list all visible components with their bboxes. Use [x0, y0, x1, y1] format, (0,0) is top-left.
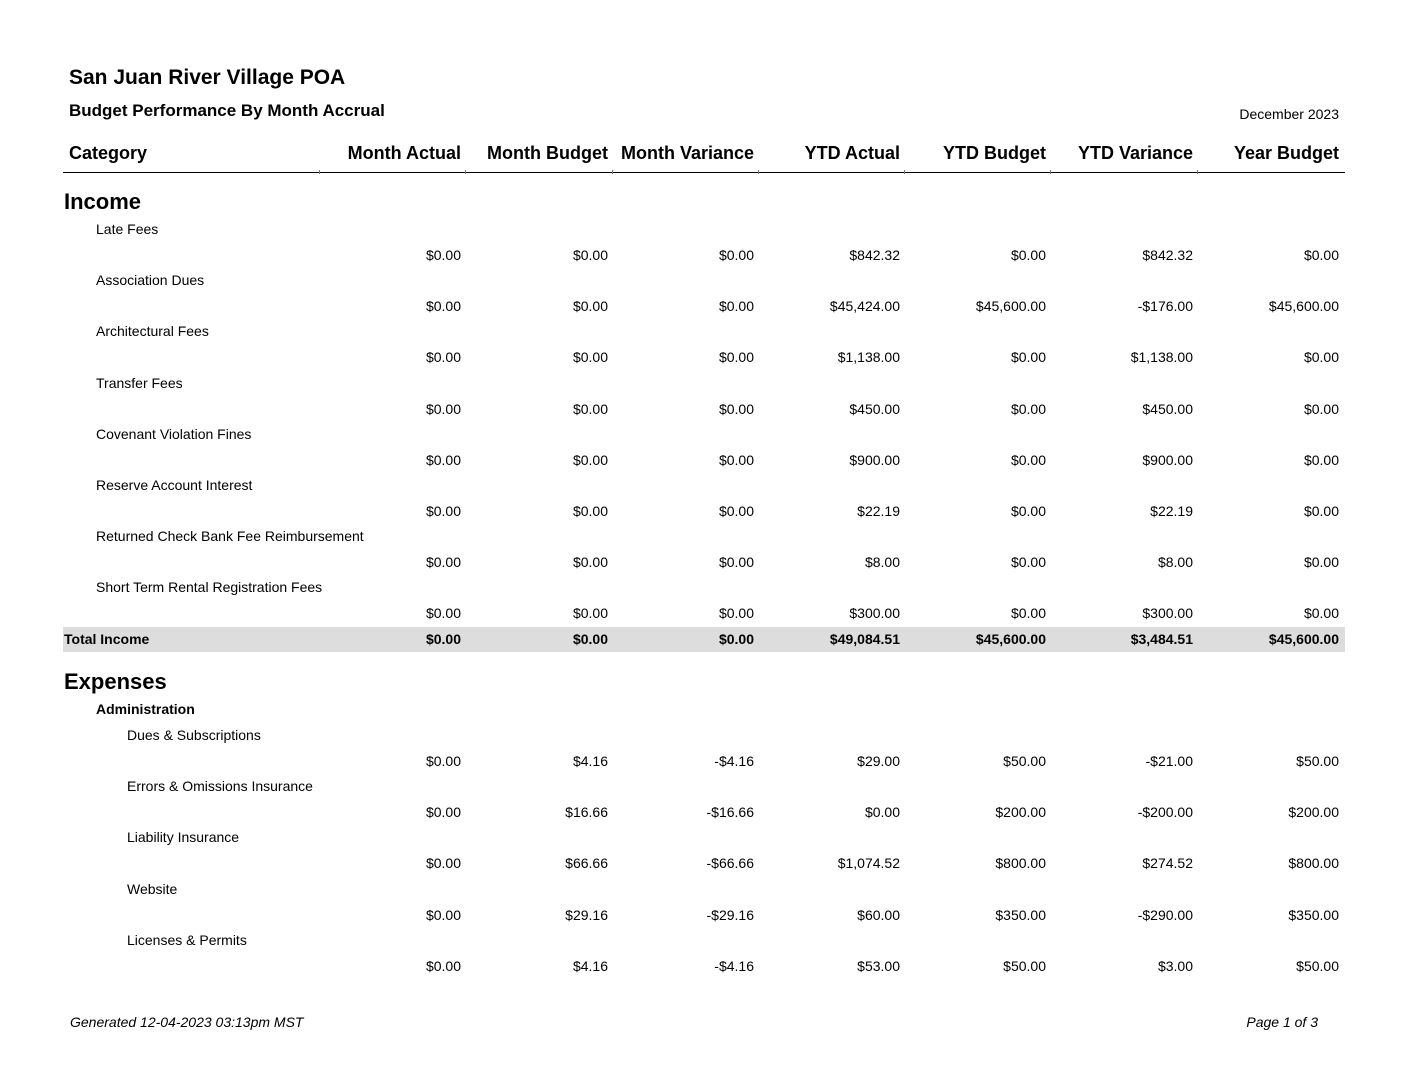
line-item-value: $45,600.00 — [1268, 298, 1339, 315]
line-item-value: -$21.00 — [1145, 753, 1193, 769]
line-item-value: $0.00 — [864, 804, 900, 821]
line-item-value: $800.00 — [1288, 855, 1339, 872]
line-item-value: $66.66 — [565, 855, 608, 872]
line-item-value: $350.00 — [995, 906, 1046, 923]
line-item-value: $45,600.00 — [975, 298, 1046, 315]
line-item-value: $0.00 — [1010, 451, 1046, 468]
total-income-value: $3,484.51 — [1130, 631, 1193, 647]
line-item-value: $60.00 — [857, 906, 900, 923]
line-item-value: $50.00 — [1003, 957, 1046, 974]
column-header-ytd-budget: YTD Budget — [943, 143, 1046, 163]
line-item-value: -$4.16 — [714, 957, 754, 974]
line-item-value: $300.00 — [849, 605, 900, 622]
line-item-label: Transfer Fees — [96, 374, 183, 391]
line-item-value: $0.00 — [425, 400, 461, 417]
line-item-value: $4.16 — [572, 957, 608, 974]
report-title: Budget Performance By Month Accrual — [69, 101, 385, 120]
line-item-value: $0.00 — [425, 247, 461, 263]
line-item-value: $1,074.52 — [837, 855, 900, 872]
report-period: December 2023 — [1239, 106, 1339, 122]
expense-group-administration: Administration — [96, 701, 195, 717]
line-item-value: $0.00 — [425, 855, 461, 872]
line-item-value: $0.00 — [572, 554, 608, 571]
line-item-value: $8.00 — [1157, 554, 1193, 571]
line-item-value: $0.00 — [718, 503, 754, 519]
line-item-value: $0.00 — [425, 605, 461, 622]
total-income-value: $0.00 — [572, 631, 608, 647]
expenses-section-title: Expenses — [64, 669, 167, 694]
line-item-value: $1,138.00 — [837, 349, 900, 366]
line-item-value: $0.00 — [572, 451, 608, 468]
line-item-value: $0.00 — [1010, 503, 1046, 519]
line-item-value: $200.00 — [995, 804, 1046, 821]
total-income-value: $0.00 — [425, 631, 461, 647]
line-item-value: $50.00 — [1296, 957, 1339, 974]
line-item-value: $0.00 — [425, 503, 461, 519]
line-item-value: $22.19 — [1150, 503, 1193, 519]
line-item-value: $29.16 — [565, 906, 608, 923]
line-item-value: $0.00 — [718, 349, 754, 366]
line-item-value: $0.00 — [425, 298, 461, 315]
total-income-value: $45,600.00 — [1268, 631, 1339, 647]
column-header-year-budget: Year Budget — [1233, 143, 1339, 163]
line-item-value: $0.00 — [572, 400, 608, 417]
line-item-value: $900.00 — [1142, 451, 1193, 468]
line-item-value: $800.00 — [995, 855, 1046, 872]
line-item-value: $0.00 — [425, 753, 461, 769]
line-item-value: -$29.16 — [706, 906, 754, 923]
line-item-label: Reserve Account Interest — [96, 477, 253, 493]
line-item-value: $0.00 — [425, 804, 461, 821]
generated-timestamp: Generated 12-04-2023 03:13pm MST — [70, 1014, 304, 1030]
line-item-value: $0.00 — [1303, 349, 1339, 366]
line-item-value: $274.52 — [1142, 855, 1193, 872]
line-item-value: $0.00 — [425, 906, 461, 923]
line-item-value: $0.00 — [425, 957, 461, 974]
line-item-label: Late Fees — [96, 221, 159, 237]
line-item-value: $0.00 — [572, 503, 608, 519]
line-item-value: $0.00 — [718, 298, 754, 315]
line-item-label: Covenant Violation Fines — [96, 425, 252, 442]
line-item-value: $0.00 — [1303, 451, 1339, 468]
line-item-value: -$176.00 — [1137, 298, 1193, 315]
line-item-value: $0.00 — [1010, 349, 1046, 366]
line-item-value: $45,424.00 — [829, 298, 900, 315]
line-item-value: $200.00 — [1288, 804, 1339, 821]
line-item-value: $0.00 — [1010, 247, 1046, 263]
line-item-value: $0.00 — [718, 400, 754, 417]
total-income-value: $45,600.00 — [975, 631, 1046, 647]
line-item-value: $0.00 — [425, 554, 461, 571]
line-item-value: $0.00 — [718, 247, 754, 263]
line-item-value: $0.00 — [1303, 605, 1339, 622]
line-item-value: $4.16 — [572, 753, 608, 769]
line-item-value: $900.00 — [849, 451, 900, 468]
line-item-value: $0.00 — [1303, 554, 1339, 571]
line-item-value: $450.00 — [1142, 400, 1193, 417]
line-item-value: $0.00 — [425, 349, 461, 366]
page-number: Page 1 of 3 — [1246, 1014, 1318, 1030]
organization-name: San Juan River Village POA — [69, 66, 346, 89]
line-item-value: $0.00 — [572, 605, 608, 622]
column-header-category: Category — [69, 143, 148, 163]
line-item-value: $8.00 — [864, 554, 900, 571]
line-item-value: $53.00 — [857, 957, 900, 974]
line-item-value: $0.00 — [1010, 554, 1046, 571]
line-item-value: -$4.16 — [714, 753, 754, 769]
line-item-label: Website — [127, 880, 178, 897]
line-item-value: $350.00 — [1288, 906, 1339, 923]
line-item-label: Returned Check Bank Fee Reimbursement — [96, 528, 364, 545]
total-income-value: $0.00 — [718, 631, 754, 647]
line-item-value: $300.00 — [1142, 605, 1193, 622]
line-item-value: -$290.00 — [1137, 906, 1193, 923]
line-item-value: $0.00 — [572, 349, 608, 366]
line-item-label: Architectural Fees — [96, 323, 209, 340]
header-divider — [63, 172, 1345, 173]
column-header-ytd-actual: YTD Actual — [804, 143, 900, 163]
line-item-value: $0.00 — [718, 554, 754, 571]
line-item-value: $0.00 — [1303, 503, 1339, 519]
column-header-month-variance: Month Variance — [620, 143, 754, 163]
line-item-value: $0.00 — [1303, 400, 1339, 417]
line-item-value: $842.32 — [1142, 247, 1193, 263]
line-item-value: $0.00 — [1010, 400, 1046, 417]
line-item-value: $1,138.00 — [1130, 349, 1193, 366]
line-item-value: $0.00 — [1010, 605, 1046, 622]
line-item-value: -$66.66 — [706, 855, 754, 872]
line-item-value: $0.00 — [572, 298, 608, 315]
line-item-value: $0.00 — [572, 247, 608, 263]
line-item-value: $29.00 — [857, 753, 900, 769]
line-item-value: $0.00 — [718, 451, 754, 468]
line-item-label: Errors & Omissions Insurance — [127, 778, 313, 795]
line-item-value: $3.00 — [1157, 957, 1193, 974]
column-header-ytd-variance: YTD Variance — [1077, 143, 1193, 163]
line-item-value: $16.66 — [565, 804, 608, 821]
income-section-title: Income — [64, 189, 142, 214]
line-item-value: $50.00 — [1296, 753, 1339, 769]
column-header-month-budget: Month Budget — [487, 143, 608, 163]
line-item-value: $0.00 — [718, 605, 754, 622]
total-income-label: Total Income — [64, 631, 150, 647]
line-item-value: $0.00 — [1303, 247, 1339, 263]
line-item-label: Short Term Rental Registration Fees — [96, 579, 323, 596]
line-item-value: $22.19 — [857, 503, 900, 519]
line-item-value: $450.00 — [849, 400, 900, 417]
line-item-value: $0.00 — [425, 451, 461, 468]
line-item-label: Association Dues — [96, 272, 205, 289]
line-item-value: -$16.66 — [706, 804, 754, 821]
column-header-month-actual: Month Actual — [347, 143, 461, 163]
total-income-value: $49,084.51 — [829, 631, 900, 647]
line-item-label: Licenses & Permits — [127, 931, 247, 948]
line-item-label: Liability Insurance — [127, 829, 240, 846]
line-item-label: Dues & Subscriptions — [127, 727, 261, 743]
line-item-value: $842.32 — [849, 247, 900, 263]
line-item-value: $50.00 — [1003, 753, 1046, 769]
line-item-value: -$200.00 — [1137, 804, 1193, 821]
